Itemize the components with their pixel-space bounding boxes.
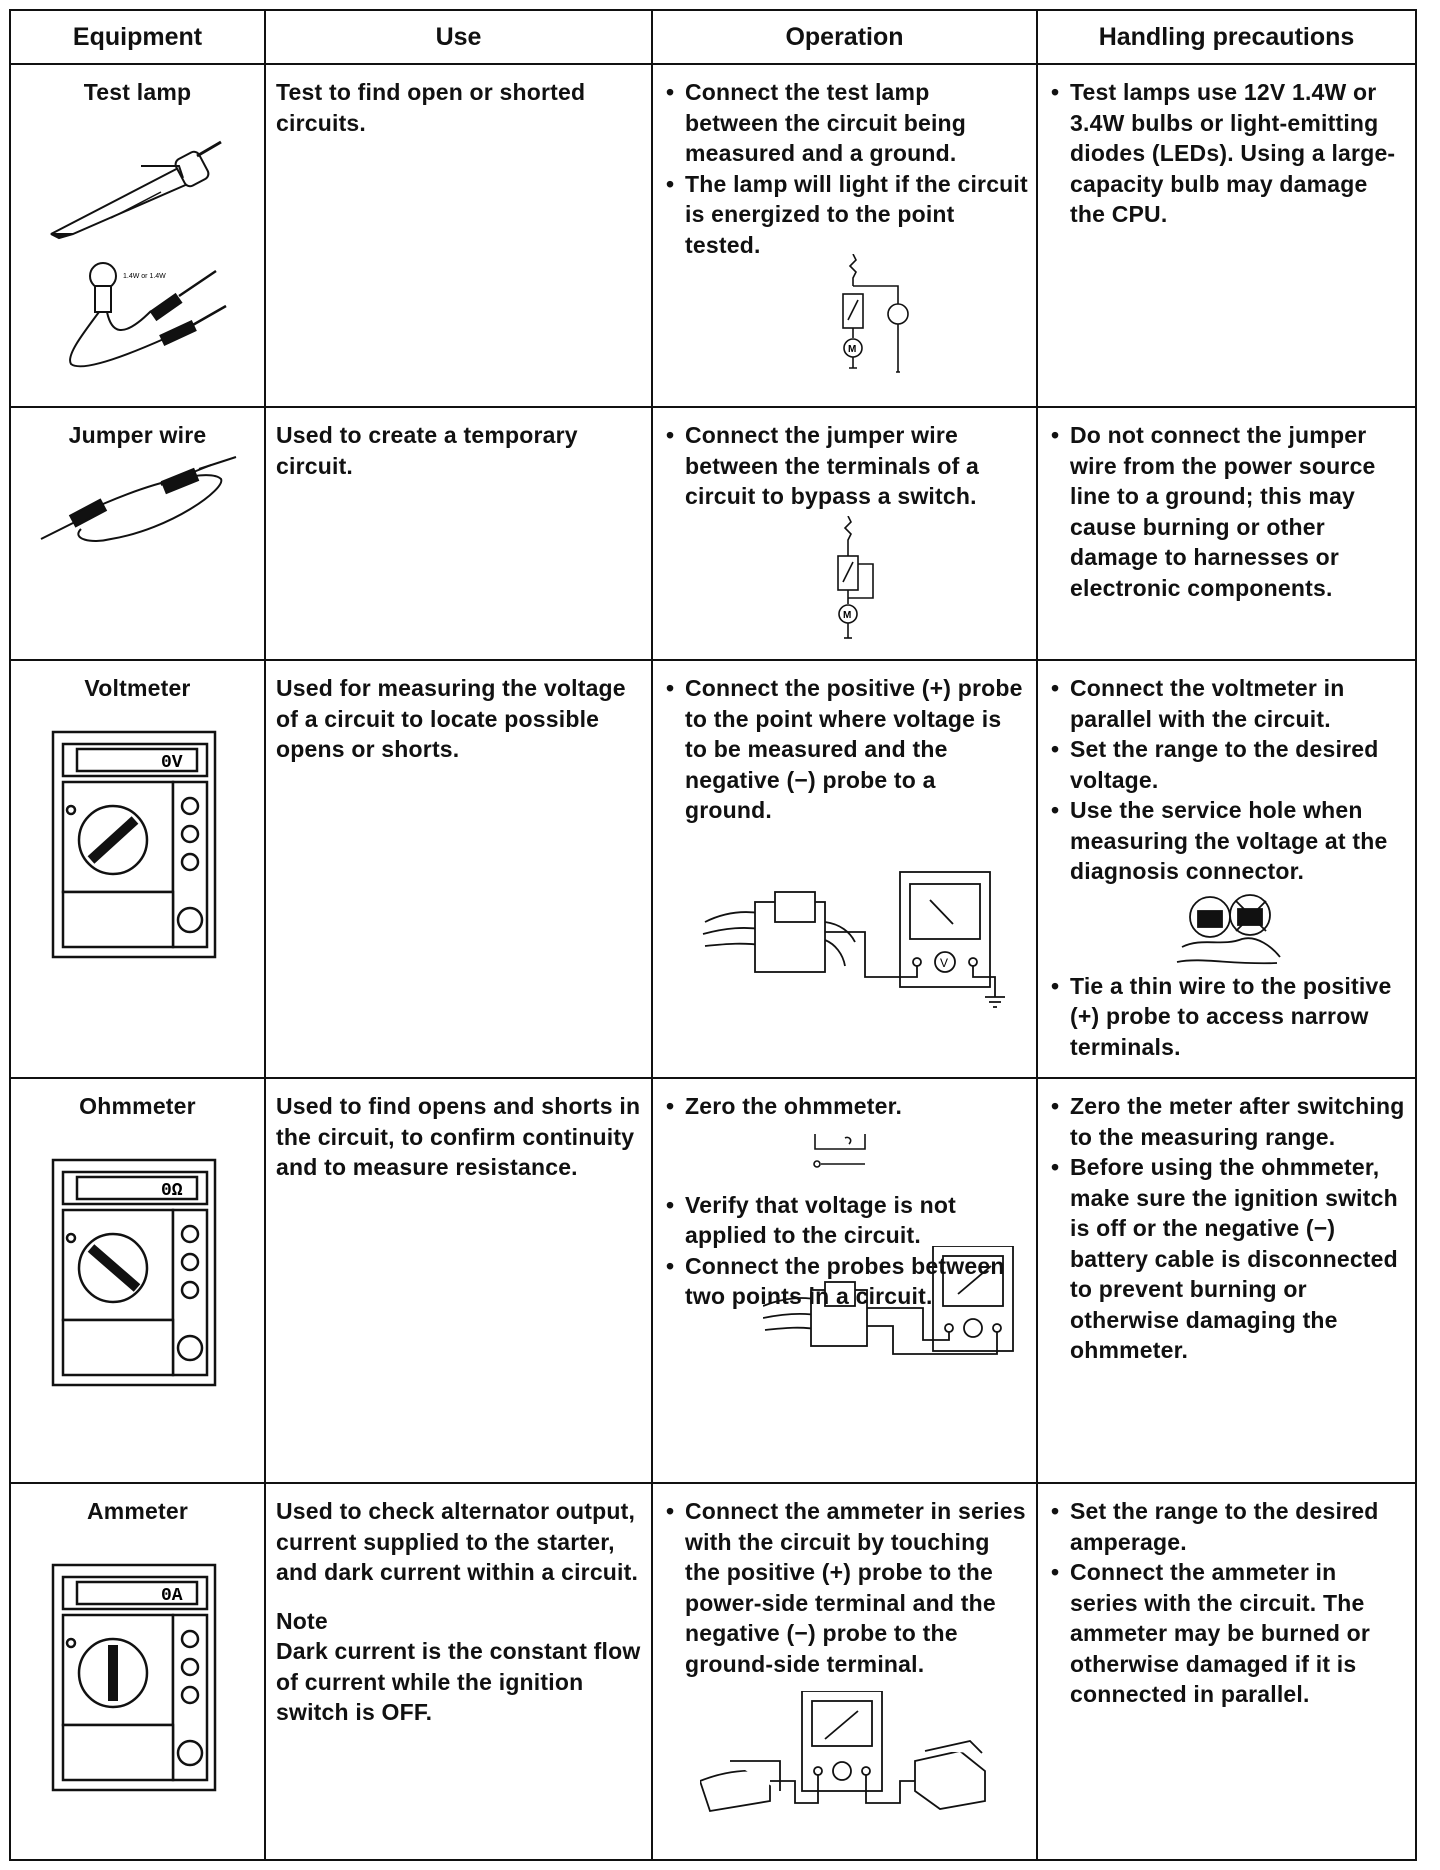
- header-operation: Operation: [652, 10, 1037, 64]
- operation-list-continued: [653, 1184, 1036, 1312]
- list-item: • Tie a thin wire to the positive (+) probe to access narrow terminals.: [1048, 971, 1407, 1063]
- operation-cell: [652, 407, 1037, 660]
- precautions-cell: [1037, 1078, 1416, 1483]
- use-cell: [265, 1078, 652, 1483]
- list-item: • Connect the positive (+) probe to the point where voltage is to be measured and the negative (−) probe to a ground.: [663, 673, 1028, 826]
- use-text: Used to check alternator output, current supplied to the starter, and dark current within a circuit.: [276, 1498, 639, 1585]
- precautions-list: [1038, 661, 1415, 887]
- note-title: Note: [276, 1607, 328, 1634]
- list-item: • Connect the probes between two points in a circuit.: [663, 1251, 1028, 1312]
- header-precautions: Handling precautions: [1037, 10, 1416, 64]
- motor-symbol-icon: M: [843, 609, 852, 621]
- header-row: [10, 10, 1416, 64]
- diagnosis-connector-illustration: [1172, 887, 1282, 967]
- list-item: • Set the range to the desired amperage.: [1048, 1496, 1407, 1557]
- header-use: Use: [265, 10, 652, 64]
- list-item: • Zero the ohmmeter.: [663, 1091, 1028, 1122]
- table-row-ohmmeter: [10, 1078, 1416, 1483]
- list-item: • Set the range to the desired voltage.: [1048, 734, 1407, 795]
- test-lamp-circuit-diagram: [828, 254, 948, 374]
- zero-adjust-icon: [805, 1124, 885, 1184]
- list-item: • Verify that voltage is not applied to the circuit.: [663, 1190, 1028, 1251]
- ohmmeter-display: 0Ω: [161, 1181, 183, 1201]
- list-item: • Connect the ammeter in series with the circuit. The ammeter may be burned or otherwise damaged if it is connected in parallel.: [1048, 1557, 1407, 1710]
- precautions-list: [1038, 1079, 1415, 1366]
- operation-list: [653, 408, 1036, 512]
- voltmeter-illustration: [11, 720, 261, 970]
- table-row-jumper-wire: [10, 407, 1416, 660]
- motor-symbol-icon: M: [848, 344, 857, 355]
- use-cell: [265, 64, 652, 407]
- operation-cell: [652, 660, 1037, 1078]
- list-item: • Zero the meter after switching to the measuring range.: [1048, 1091, 1407, 1152]
- use-cell: [265, 407, 652, 660]
- precautions-cell: [1037, 1483, 1416, 1860]
- table-row-ammeter: [10, 1483, 1416, 1860]
- use-cell: [265, 660, 652, 1078]
- operation-list: [653, 661, 1036, 826]
- operation-cell: [652, 1483, 1037, 1860]
- precautions-list-continued: [1038, 967, 1415, 1063]
- jumper-circuit-diagram: [823, 516, 903, 646]
- equipment-name: Ohmmeter: [79, 1093, 196, 1119]
- precautions-list: [1038, 1484, 1415, 1710]
- operation-list: [653, 1484, 1036, 1679]
- equipment-cell: [10, 64, 265, 407]
- equipment-name: Test lamp: [83, 79, 192, 105]
- note-text: Dark current is the constant flow of current while the ignition switch is OFF.: [276, 1638, 641, 1725]
- use-cell: [265, 1483, 652, 1860]
- precautions-cell: [1037, 64, 1416, 407]
- operation-list: [653, 1079, 1036, 1122]
- list-item: • Connect the jumper wire between the terminals of a circuit to bypass a switch.: [663, 420, 1028, 512]
- list-item: • Use the service hole when measuring the voltage at the diagnosis connector.: [1048, 795, 1407, 887]
- equipment-name: Jumper wire: [68, 422, 207, 448]
- equipment-cell: [10, 660, 265, 1078]
- ammeter-display: 0A: [161, 1586, 183, 1606]
- equipment-cell: [10, 1483, 265, 1860]
- precautions-cell: [1037, 407, 1416, 660]
- voltmeter-display: 0V: [161, 753, 183, 773]
- header-equipment: Equipment: [10, 10, 265, 64]
- voltmeter-connection-diagram: [685, 862, 1005, 1012]
- precautions-cell: [1037, 660, 1416, 1078]
- operation-cell: [652, 1078, 1037, 1483]
- list-item: • Connect the test lamp between the circuit being measured and a ground.: [663, 77, 1028, 169]
- equipment-cell: [10, 407, 265, 660]
- operation-list: [653, 65, 1036, 260]
- list-item: • Do not connect the jumper wire from the power source line to a ground; this may cause burning or other damage to harnesses or electronic components.: [1048, 420, 1407, 603]
- volt-symbol-icon: V: [939, 955, 948, 970]
- operation-cell: [652, 64, 1037, 407]
- list-item: • Connect the voltmeter in parallel with the circuit.: [1048, 673, 1407, 734]
- ohmmeter-illustration: [11, 1148, 261, 1398]
- table-row-test-lamp: [10, 64, 1416, 407]
- use-text: Used for measuring the voltage of a circuit to locate possible opens or shorts.: [276, 675, 626, 762]
- list-item: • Test lamps use 12V 1.4W or 3.4W bulbs or light-emitting diodes (LEDs). Using a large-capacity bulb may damage the CPU.: [1048, 77, 1407, 230]
- equipment-name: Ammeter: [86, 1498, 189, 1524]
- list-item: • Connect the ammeter in series with the circuit by touching the positive (+) probe to the power-side terminal and the negative (−) probe to the ground-side terminal.: [663, 1496, 1028, 1679]
- equipment-name: Voltmeter: [84, 675, 191, 701]
- use-text: Test to find open or shorted circuits.: [276, 79, 586, 136]
- use-text: Used to find opens and shorts in the circuit, to confirm continuity and to measure resistance.: [276, 1093, 641, 1180]
- test-lamp-illustration: [11, 106, 261, 376]
- table-row-voltmeter: [10, 660, 1416, 1078]
- ammeter-connection-diagram: [700, 1691, 990, 1821]
- precautions-list: [1038, 408, 1415, 603]
- ammeter-illustration: [11, 1553, 261, 1803]
- jumper-wire-illustration: [11, 449, 261, 559]
- bulb-rating-label: 1.4W or 1.4W: [123, 273, 166, 280]
- use-text: Used to create a temporary circuit.: [276, 422, 578, 479]
- list-item: • The lamp will light if the circuit is energized to the point tested.: [663, 169, 1028, 261]
- list-item: • Before using the ohmmeter, make sure the ignition switch is off or the negative (−) battery cable is disconnected to prevent burning or otherwise damaging the ohmmeter.: [1048, 1152, 1407, 1366]
- equipment-table: [9, 9, 1417, 1861]
- equipment-cell: [10, 1078, 265, 1483]
- precautions-list: [1038, 65, 1415, 230]
